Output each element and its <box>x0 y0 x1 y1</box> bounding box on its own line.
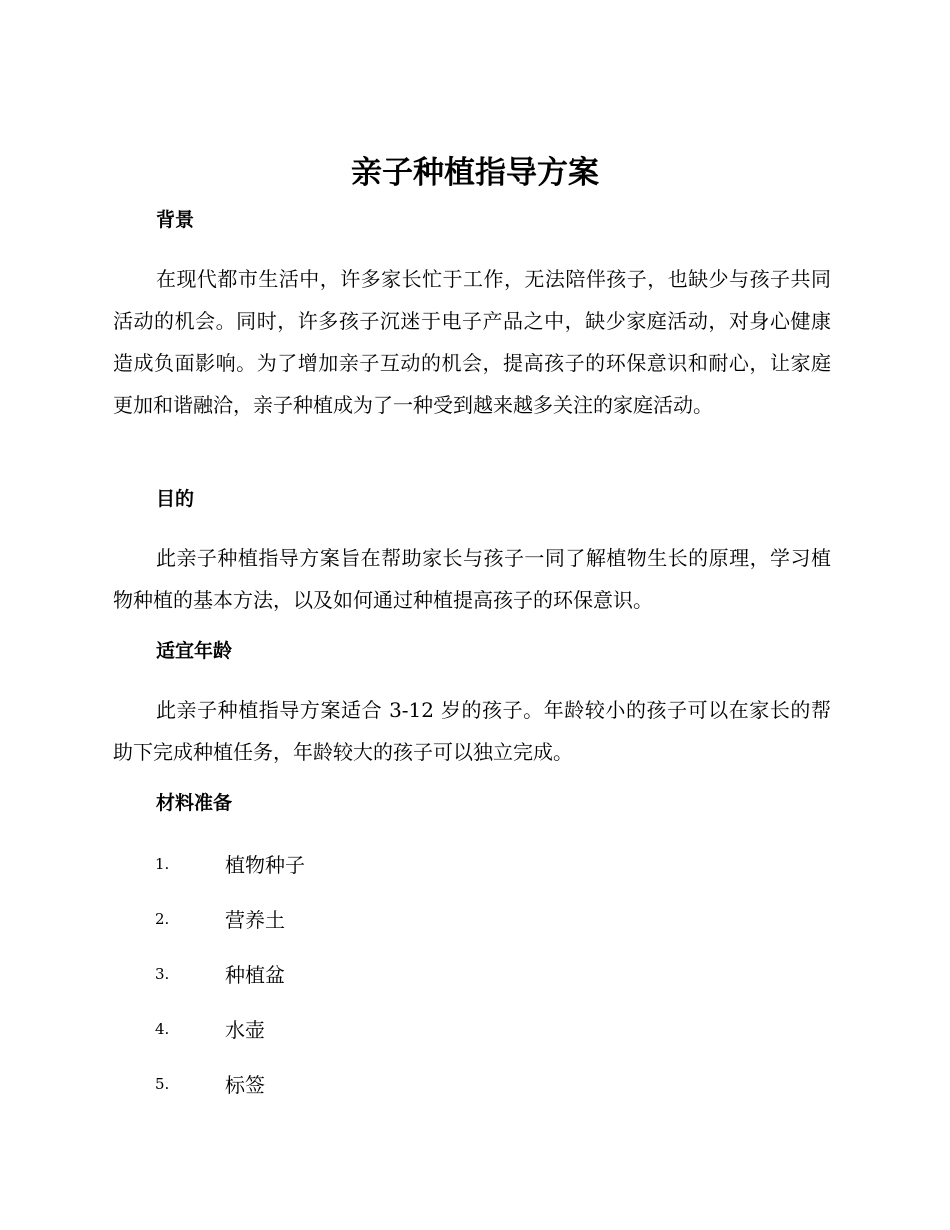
list-item <box>155 1056 305 1111</box>
section-materials <box>113 788 831 818</box>
list-text: 种植盆 <box>225 963 285 987</box>
list-text: 营养土 <box>225 908 285 932</box>
section-paragraph: 在现代都市生活中，许多家长忙于工作，无法陪伴孩子，也缺少与孩子共同活动的机会。同时，许多孩子沉迷于电子产品之中，缺少家庭活动，对身心健康造成负面影响。为了增加亲子互动的机会，提高孩子的环保意识和耐心，让家庭更加和谐融洽，亲子种植成为了一种受到越来越多关注的家庭活动。 <box>113 267 831 417</box>
section-heading: 目的 <box>156 488 195 510</box>
list-item <box>155 891 305 946</box>
list-text: 植物种子 <box>225 853 305 877</box>
section-paragraph: 此亲子种植指导方案旨在帮助家长与孩子一同了解植物生长的原理，学习植物种植的基本方法，以及如何通过种植提高孩子的环保意识。 <box>113 546 831 612</box>
list-number: 4. <box>155 1019 170 1038</box>
list-item <box>155 836 305 891</box>
list-item <box>155 1001 305 1056</box>
materials-list <box>155 836 305 1111</box>
page-title: 亲子种植指导方案 <box>351 155 599 191</box>
list-text: 标签 <box>225 1073 265 1097</box>
section-background <box>113 205 831 426</box>
list-number: 1. <box>155 854 170 873</box>
section-age <box>113 636 831 773</box>
list-item <box>155 946 305 1001</box>
list-text: 水壶 <box>225 1018 265 1042</box>
list-number: 3. <box>155 964 170 983</box>
list-number: 2. <box>155 909 170 928</box>
section-heading: 背景 <box>156 209 195 231</box>
list-number: 5. <box>155 1074 170 1093</box>
section-heading: 材料准备 <box>156 792 233 814</box>
section-purpose <box>113 484 831 621</box>
section-paragraph: 此亲子种植指导方案适合 3-12 岁的孩子。年龄较小的孩子可以在家长的帮助下完成种植任务，年龄较大的孩子可以独立完成。 <box>113 698 831 764</box>
section-heading: 适宜年龄 <box>156 640 233 662</box>
